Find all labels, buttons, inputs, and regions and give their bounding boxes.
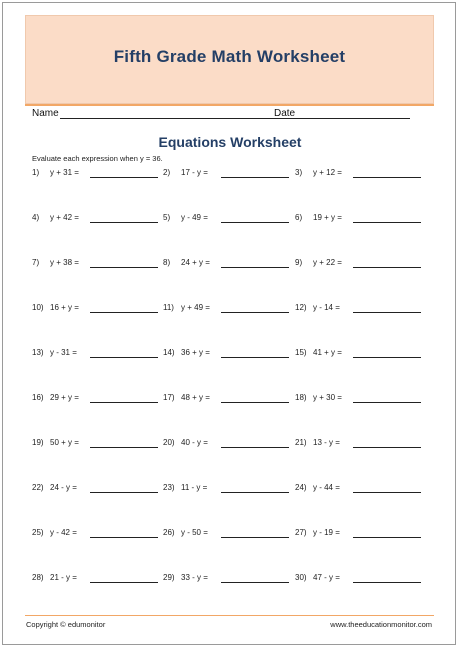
answer-blank-line xyxy=(353,312,421,313)
problem-number: 30) xyxy=(295,573,307,582)
name-label: Name xyxy=(32,108,59,119)
problem-number: 22) xyxy=(32,483,44,492)
answer-blank-line xyxy=(353,222,421,223)
answer-blank-line xyxy=(353,447,421,448)
answer-blank-line xyxy=(353,582,421,583)
problem-item xyxy=(32,168,162,180)
problem-expression: 24 + y = xyxy=(181,258,210,267)
problem-number: 25) xyxy=(32,528,44,537)
problem-item xyxy=(295,168,425,180)
instructions-text: Evaluate each expression when y = 36. xyxy=(32,154,163,163)
problem-expression: 47 - y = xyxy=(313,573,340,582)
problem-number: 23) xyxy=(163,483,175,492)
problem-item xyxy=(295,528,425,540)
date-label: Date xyxy=(274,108,296,119)
problem-number: 15) xyxy=(295,348,307,357)
problem-item xyxy=(32,438,162,450)
problem-item xyxy=(163,258,293,270)
answer-blank-line xyxy=(221,447,289,448)
answer-blank-line xyxy=(353,357,421,358)
problem-expression: y + 49 = xyxy=(181,303,210,312)
problem-item xyxy=(32,483,162,495)
problem-item xyxy=(163,438,293,450)
answer-blank-line xyxy=(221,267,289,268)
problem-item xyxy=(32,303,162,315)
answer-blank-line xyxy=(353,402,421,403)
date-blank-line xyxy=(294,118,410,119)
answer-blank-line xyxy=(90,537,158,538)
answer-blank-line xyxy=(90,267,158,268)
problem-number: 13) xyxy=(32,348,44,357)
problem-number: 18) xyxy=(295,393,307,402)
worksheet-subtitle: Equations Worksheet xyxy=(158,134,302,150)
title-banner xyxy=(25,15,434,104)
problem-expression: y + 38 = xyxy=(50,258,79,267)
problem-item xyxy=(295,348,425,360)
problem-expression: y - 42 = xyxy=(50,528,77,537)
problem-item xyxy=(163,168,293,180)
answer-blank-line xyxy=(90,177,158,178)
problem-expression: y - 19 = xyxy=(313,528,340,537)
problem-expression: y - 14 = xyxy=(313,303,340,312)
name-date-row xyxy=(32,108,412,122)
problem-number: 26) xyxy=(163,528,175,537)
problem-item xyxy=(163,348,293,360)
problem-number: 16) xyxy=(32,393,44,402)
problem-number: 28) xyxy=(32,573,44,582)
problem-number: 10) xyxy=(32,303,44,312)
problem-item xyxy=(163,483,293,495)
problem-item xyxy=(295,213,425,225)
answer-blank-line xyxy=(353,177,421,178)
problem-expression: y + 42 = xyxy=(50,213,79,222)
answer-blank-line xyxy=(221,357,289,358)
problem-expression: 33 - y = xyxy=(181,573,208,582)
problem-item xyxy=(32,213,162,225)
problem-number: 7) xyxy=(32,258,40,267)
problem-number: 29) xyxy=(163,573,175,582)
answer-blank-line xyxy=(221,402,289,403)
problem-item xyxy=(32,528,162,540)
problem-item xyxy=(163,303,293,315)
problem-expression: 16 + y = xyxy=(50,303,79,312)
website-text: www.theeducationmonitor.com xyxy=(330,620,432,629)
answer-blank-line xyxy=(221,537,289,538)
answer-blank-line xyxy=(90,357,158,358)
problem-number: 4) xyxy=(32,213,40,222)
problem-expression: 36 + y = xyxy=(181,348,210,357)
page-title: Fifth Grade Math Worksheet xyxy=(113,47,346,66)
problem-expression: 19 + y = xyxy=(313,213,342,222)
answer-blank-line xyxy=(353,267,421,268)
answer-blank-line xyxy=(90,582,158,583)
problem-item xyxy=(295,573,425,585)
problem-expression: 29 + y = xyxy=(50,393,79,402)
problem-expression: y + 30 = xyxy=(313,393,342,402)
problem-number: 27) xyxy=(295,528,307,537)
problem-number: 19) xyxy=(32,438,44,447)
problem-expression: 50 + y = xyxy=(50,438,79,447)
problem-expression: 48 + y = xyxy=(181,393,210,402)
problem-item xyxy=(295,303,425,315)
problem-item xyxy=(163,573,293,585)
problem-number: 8) xyxy=(163,258,171,267)
problem-expression: y - 49 = xyxy=(181,213,208,222)
problem-expression: y - 44 = xyxy=(313,483,340,492)
problem-number: 5) xyxy=(163,213,171,222)
problem-expression: 21 - y = xyxy=(50,573,77,582)
problem-expression: 11 - y = xyxy=(181,483,208,492)
problem-number: 6) xyxy=(295,213,303,222)
answer-blank-line xyxy=(221,312,289,313)
problem-expression: y + 12 = xyxy=(313,168,342,177)
problem-expression: 41 + y = xyxy=(313,348,342,357)
answer-blank-line xyxy=(90,312,158,313)
header-divider xyxy=(25,104,434,106)
problem-number: 9) xyxy=(295,258,303,267)
answer-blank-line xyxy=(90,447,158,448)
problem-expression: y - 50 = xyxy=(181,528,208,537)
answer-blank-line xyxy=(90,222,158,223)
problem-item xyxy=(295,483,425,495)
problem-number: 14) xyxy=(163,348,175,357)
problem-item xyxy=(163,528,293,540)
problem-item xyxy=(163,393,293,405)
problem-expression: 17 - y = xyxy=(181,168,208,177)
problem-number: 3) xyxy=(295,168,303,177)
problem-number: 17) xyxy=(163,393,175,402)
problem-expression: 24 - y = xyxy=(50,483,77,492)
copyright-text: Copyright © edumonitor xyxy=(26,620,106,629)
problem-item xyxy=(295,438,425,450)
answer-blank-line xyxy=(353,492,421,493)
answer-blank-line xyxy=(90,402,158,403)
problem-expression: 40 - y = xyxy=(181,438,208,447)
problem-item xyxy=(295,393,425,405)
problem-item xyxy=(32,573,162,585)
answer-blank-line xyxy=(221,582,289,583)
answer-blank-line xyxy=(221,177,289,178)
problem-number: 2) xyxy=(163,168,171,177)
answer-blank-line xyxy=(353,537,421,538)
answer-blank-line xyxy=(90,492,158,493)
problem-item xyxy=(32,258,162,270)
problem-item xyxy=(32,348,162,360)
name-blank-line xyxy=(60,118,302,119)
problem-number: 24) xyxy=(295,483,307,492)
problem-expression: y + 22 = xyxy=(313,258,342,267)
problem-number: 11) xyxy=(163,303,174,312)
problem-number: 12) xyxy=(295,303,307,312)
problem-item xyxy=(295,258,425,270)
problem-item xyxy=(163,213,293,225)
problem-number: 21) xyxy=(295,438,307,447)
problem-expression: 13 - y = xyxy=(313,438,340,447)
problem-number: 20) xyxy=(163,438,175,447)
footer-divider xyxy=(25,615,434,616)
problem-expression: y + 31 = xyxy=(50,168,79,177)
answer-blank-line xyxy=(221,492,289,493)
problem-number: 1) xyxy=(32,168,40,177)
answer-blank-line xyxy=(221,222,289,223)
problem-item xyxy=(32,393,162,405)
problem-expression: y - 31 = xyxy=(50,348,77,357)
